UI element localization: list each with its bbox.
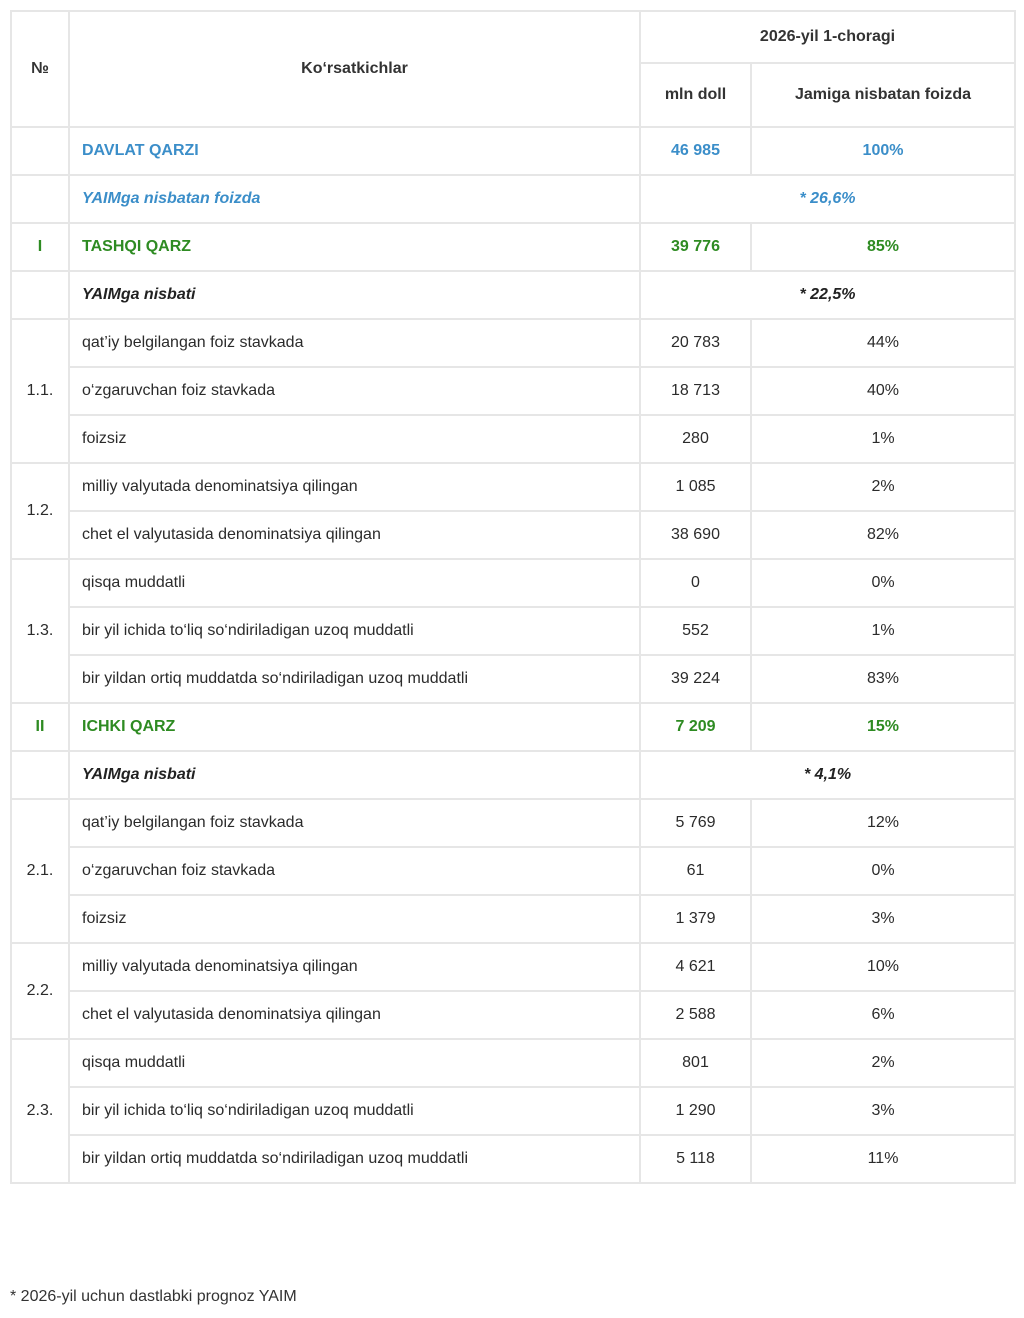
total-share: 100% [751, 127, 1015, 175]
external-share: 85% [751, 223, 1015, 271]
row-share: 11% [751, 1135, 1015, 1183]
row-value: 280 [640, 415, 751, 463]
group-num: 1.1. [11, 319, 69, 463]
row-share: 3% [751, 895, 1015, 943]
total-row [11, 127, 1015, 175]
row-value: 1 379 [640, 895, 751, 943]
row-value: 801 [640, 1039, 751, 1087]
row-name: foizsiz [69, 415, 640, 463]
row-name: milliy valyutada denominatsiya qilingan [69, 943, 640, 991]
row-name: bir yil ichida to‘liq so‘ndiriladigan uzoq muddatli [69, 607, 640, 655]
row-value: 38 690 [640, 511, 751, 559]
row-name: chet el valyutasida denominatsiya qilingan [69, 511, 640, 559]
header-share: Jamiga nisbatan foizda [751, 63, 1015, 127]
row-value: 18 713 [640, 367, 751, 415]
row-value: 5 118 [640, 1135, 751, 1183]
row-value: 61 [640, 847, 751, 895]
row-value: 1 085 [640, 463, 751, 511]
row-value: 2 588 [640, 991, 751, 1039]
row-name: o‘zgaruvchan foiz stavkada [69, 847, 640, 895]
row-value: 552 [640, 607, 751, 655]
table-row [11, 1135, 1015, 1183]
table-row [11, 319, 1015, 367]
total-value: 46 985 [640, 127, 751, 175]
row-share: 2% [751, 463, 1015, 511]
row-name: qat’iy belgilangan foiz stavkada [69, 799, 640, 847]
external-value: 39 776 [640, 223, 751, 271]
row-value: 0 [640, 559, 751, 607]
external-gdp-name: YAIMga nisbati [69, 271, 640, 319]
internal-num: II [11, 703, 69, 751]
table-row [11, 559, 1015, 607]
group-num: 2.2. [11, 943, 69, 1039]
external-gdp-value: * 22,5% [640, 271, 1015, 319]
row-share: 1% [751, 607, 1015, 655]
row-share: 0% [751, 847, 1015, 895]
internal-share: 15% [751, 703, 1015, 751]
row-name: bir yildan ortiq muddatda so‘ndiriladigan uzoq muddatli [69, 1135, 640, 1183]
row-name: chet el valyutasida denominatsiya qilingan [69, 991, 640, 1039]
internal-name: ICHKI QARZ [69, 703, 640, 751]
table-row [11, 1087, 1015, 1135]
table-row [11, 943, 1015, 991]
table-row [11, 895, 1015, 943]
total-name: DAVLAT QARZI [69, 127, 640, 175]
row-value: 5 769 [640, 799, 751, 847]
external-debt-row [11, 223, 1015, 271]
row-share: 6% [751, 991, 1015, 1039]
row-num [11, 751, 69, 799]
table-row [11, 415, 1015, 463]
row-num [11, 271, 69, 319]
table-row [11, 799, 1015, 847]
header-indicators: Ko‘rsatkichlar [69, 11, 640, 127]
row-value: 20 783 [640, 319, 751, 367]
internal-value: 7 209 [640, 703, 751, 751]
group-num: 2.1. [11, 799, 69, 943]
total-gdp-name: YAIMga nisbatan foizda [69, 175, 640, 223]
debt-table [10, 10, 1016, 1184]
external-name: TASHQI QARZ [69, 223, 640, 271]
row-num [11, 175, 69, 223]
group-num: 1.3. [11, 559, 69, 703]
group-num: 2.3. [11, 1039, 69, 1183]
row-name: qisqa muddatli [69, 1039, 640, 1087]
row-value: 4 621 [640, 943, 751, 991]
table-row [11, 511, 1015, 559]
table-row [11, 1039, 1015, 1087]
row-name: foizsiz [69, 895, 640, 943]
header-unit: mln doll [640, 63, 751, 127]
group-num: 1.2. [11, 463, 69, 559]
table-row [11, 367, 1015, 415]
row-name: milliy valyutada denominatsiya qilingan [69, 463, 640, 511]
internal-debt-row [11, 703, 1015, 751]
row-name: bir yil ichida to‘liq so‘ndiriladigan uzoq muddatli [69, 1087, 640, 1135]
table-row [11, 607, 1015, 655]
total-gdp-row [11, 175, 1015, 223]
internal-gdp-row [11, 751, 1015, 799]
table-row [11, 847, 1015, 895]
table-row [11, 463, 1015, 511]
row-value: 1 290 [640, 1087, 751, 1135]
footnote: * 2026-yil uchun dastlabki prognoz YAIM [10, 1288, 297, 1305]
row-num [11, 127, 69, 175]
total-gdp-value: * 26,6% [640, 175, 1015, 223]
header-period: 2026-yil 1-choragi [640, 11, 1015, 63]
row-share: 0% [751, 559, 1015, 607]
table-row [11, 991, 1015, 1039]
row-share: 1% [751, 415, 1015, 463]
header-row [11, 11, 1015, 63]
row-name: qisqa muddatli [69, 559, 640, 607]
row-share: 83% [751, 655, 1015, 703]
row-share: 44% [751, 319, 1015, 367]
row-name: o‘zgaruvchan foiz stavkada [69, 367, 640, 415]
row-share: 40% [751, 367, 1015, 415]
row-share: 82% [751, 511, 1015, 559]
row-name: qat’iy belgilangan foiz stavkada [69, 319, 640, 367]
internal-gdp-value: * 4,1% [640, 751, 1015, 799]
row-share: 3% [751, 1087, 1015, 1135]
row-share: 10% [751, 943, 1015, 991]
external-num: I [11, 223, 69, 271]
external-gdp-row [11, 271, 1015, 319]
table-row [11, 655, 1015, 703]
internal-gdp-name: YAIMga nisbati [69, 751, 640, 799]
row-share: 12% [751, 799, 1015, 847]
row-name: bir yildan ortiq muddatda so‘ndiriladigan uzoq muddatli [69, 655, 640, 703]
row-share: 2% [751, 1039, 1015, 1087]
header-num: № [11, 11, 69, 127]
row-value: 39 224 [640, 655, 751, 703]
